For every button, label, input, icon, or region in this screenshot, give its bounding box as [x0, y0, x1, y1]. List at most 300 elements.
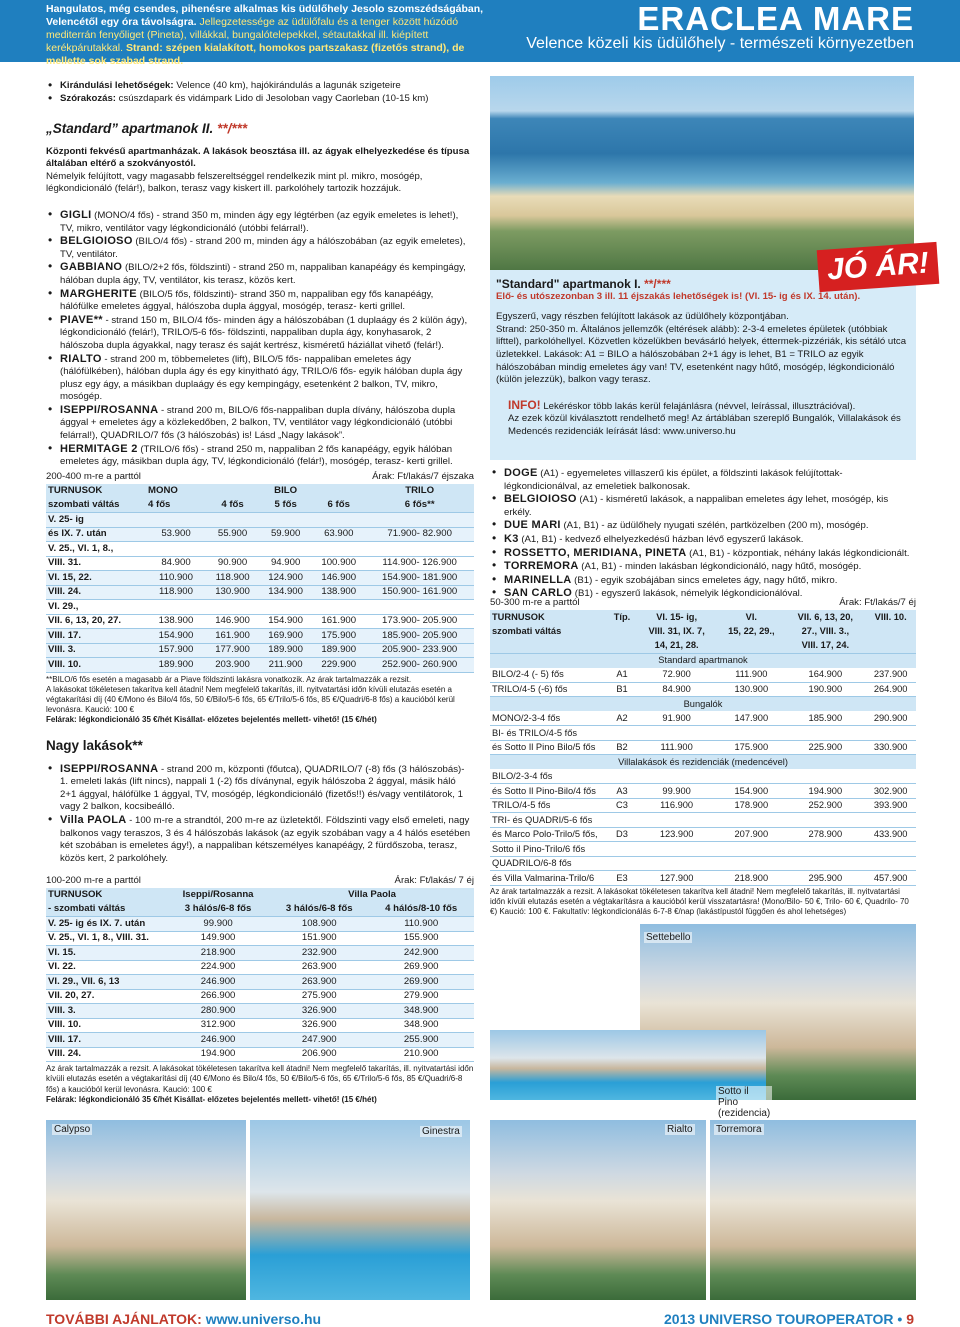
- item-name: SAN CARLO: [504, 587, 573, 600]
- footer-right: [664, 1311, 914, 1327]
- standard1-title-text: "Standard" apartmanok I.: [496, 277, 641, 291]
- table-cell: és Marco Polo-Trilo/5 fős,: [490, 827, 608, 842]
- table-cell: 123.900: [636, 827, 717, 842]
- table1-notes: [46, 675, 474, 726]
- item-name: MARINELLA: [504, 573, 572, 586]
- table-row: [46, 989, 474, 1004]
- table-row: [490, 871, 916, 886]
- table-cell: [608, 726, 636, 741]
- table-row: [490, 740, 916, 755]
- table-cell: 210.900: [368, 1047, 474, 1062]
- item-name: HERMITAGE 2: [60, 442, 138, 455]
- table-row: [490, 682, 916, 697]
- table-cell: [636, 856, 717, 871]
- table-header-cell: VIII. 31, IX. 7,: [636, 624, 717, 639]
- item-name: BELGIOIOSO: [60, 235, 133, 248]
- standard2-stars: **/***: [217, 121, 248, 136]
- table-cell: VIII. 17.: [46, 1033, 166, 1048]
- table-cell: 59.900: [259, 527, 312, 542]
- list-item: [490, 547, 916, 561]
- intro-line-2: Jellegzetessége az üdülőfalu és a tenger között húzódó mediterrán fenyőliget (Pineta), villákkal, bungalótelepekkel, sétautakkal ill. kiépített kerékpárutakkal.: [46, 16, 459, 54]
- table2-notes: [46, 1064, 474, 1105]
- table-cell: 194.900: [785, 784, 865, 799]
- table-header-cell: szombati váltás: [46, 498, 146, 513]
- table-cell: [365, 600, 474, 615]
- table-cell: 190.900: [785, 682, 865, 697]
- table-cell: VI. 29., VII. 6, 13: [46, 975, 166, 990]
- table-header-cell: TURNUSOK: [46, 888, 166, 903]
- table-cell: 242.900: [368, 946, 474, 961]
- table-row: [490, 726, 916, 741]
- table-cell: 138.900: [146, 614, 206, 629]
- table-cell: 225.900: [785, 740, 865, 755]
- standard1-list-section: [490, 467, 916, 601]
- bullet-label: Kirándulási lehetőségek:: [60, 80, 174, 91]
- bullet-entertainment: [46, 93, 474, 106]
- item-name: TORREMORA: [504, 560, 579, 573]
- table-cell: 90.900: [206, 556, 259, 571]
- table-cell: 130.900: [206, 585, 259, 600]
- table-cell: 246.900: [166, 1033, 270, 1048]
- table-cell: 433.900: [865, 827, 916, 842]
- table-cell: VIII. 3.: [46, 643, 146, 658]
- item-name: DUE MARI: [504, 519, 561, 532]
- item-name: BELGIOIOSO: [504, 493, 577, 506]
- table2-caption: [46, 875, 474, 888]
- table-header-cell: 3 hálós/6-8 fős: [270, 902, 368, 917]
- table-cell: [717, 726, 785, 741]
- table-cell: A3: [608, 784, 636, 799]
- table3-note: Az árak tartalmazzák a rezsit. A lakásokat tökéletesen takarítva kell átadni! Nem megfelelő takarítás, ill. nyitvatartási időn kívüli elutazás esetén a végtakarításra a kaucióból kerül visszatartásra! (Mono/Bilo- 50 €, Trilo- 60 €, Quadrilo- 70 €) Kaució: 100 €. Fakultatív: légkondicionálás 6-7-8 €/nap (lakástípustól függően és ahol lehetséges): [490, 886, 909, 916]
- table-cell: BI- és TRILO/4-5 fős: [490, 726, 608, 741]
- table-cell: 229.900: [312, 658, 365, 673]
- item-text: (TRILO/6 fős) - strand 250 m, nappaliban 2 fős kanapéágy, egyik hálóban emeletes ágy, másikban dupla ágy, TV, légkondicionáló (felár!), mosógép, terasz- kerti grillel.: [60, 443, 453, 468]
- table-header-cell: VIII. 10.: [865, 610, 916, 625]
- table-row: [46, 614, 474, 629]
- footer-link[interactable]: www.universo.hu: [205, 1311, 322, 1327]
- info-text-2: Az ezek közül kiválasztott rendelhető meg! Az ártáblában szereplő Bungalók, Villalakások és Medencés rezidenciák leírását lásd: www.universo.hu: [508, 413, 901, 437]
- table-header-cell: [865, 624, 916, 639]
- item-text: (B1) - egyik szobájában sincs emeletes ágy, nagy hűtő, mikro.: [571, 574, 838, 586]
- table-cell: 108.900: [270, 917, 368, 932]
- table-cell: [259, 542, 312, 557]
- table-row: [46, 527, 474, 542]
- list-item: [490, 533, 916, 547]
- standard1-section: [490, 278, 916, 439]
- table-header-cell: 4 fős: [206, 498, 259, 513]
- table-cell: [636, 726, 717, 741]
- table-row: [46, 946, 474, 961]
- table-cell: MONO/2-3-4 fős: [490, 711, 608, 726]
- table-cell: 173.900- 205.900: [365, 614, 474, 629]
- item-text: - strand 200 m, BILO/6 fős-nappaliban dupla dívány, hálószoba dupla ággyal + emeletes ágy a közlekedőben, 2 balkon, TV, ventilátor vagy légkondicionáló (utóbbi felárral!), QUADRILO/7 fős (3 hálószobás) is! Lásd „Nagy lakások”.: [60, 404, 456, 442]
- table-cell: 275.900: [270, 989, 368, 1004]
- table-cell: TRILO/4-5 fős: [490, 798, 608, 813]
- table-cell: 393.900: [865, 798, 916, 813]
- table3-header-row: [490, 624, 916, 639]
- table-header-cell: [608, 639, 636, 654]
- table-cell: 269.900: [368, 975, 474, 990]
- table-cell: 99.900: [166, 917, 270, 932]
- table-cell: [146, 600, 206, 615]
- table-row: [46, 556, 474, 571]
- photo-label: Sotto il Pino (rezidencia): [718, 1086, 771, 1119]
- table-header-cell: Típ.: [608, 610, 636, 625]
- item-name: ISEPPI/ROSANNA: [60, 403, 159, 416]
- table-cell: 118.900: [206, 571, 259, 586]
- list-item: [46, 814, 474, 865]
- table-cell: 154.900: [146, 629, 206, 644]
- item-text: (A1, B1) - központiak, néhány lakás légkondicionált.: [686, 547, 910, 559]
- table-cell: 124.900: [259, 571, 312, 586]
- standard1-offer: Elő- és utószezonban 3 ill. 11 éjszakás lehetőségek is! (VI. 15- ig és IX. 14. után).: [496, 290, 861, 302]
- table-cell: V. 25- ig és IX. 7. után: [46, 917, 166, 932]
- table1-note: **BILO/6 fős esetén a magasabb ár a Piave földszinti lakásra vonatkozik. Az árak tartalmazzák a rezsit.: [46, 674, 412, 684]
- table-cell: VII. 20, 27.: [46, 989, 166, 1004]
- table-cell: B1: [608, 682, 636, 697]
- list-item: [46, 353, 474, 404]
- table1-caption: [46, 471, 474, 484]
- item-text: (BILO/5 fős, földszinti)- strand 350 m, nappaliban egy fős kanapéágy, hálófülke emeletes ággyal, hálószoba dupla ággyal, mosógép, terasz- kerti grillel.: [60, 288, 434, 313]
- table-row: [490, 784, 916, 799]
- table-cell: TRILO/4-5 (-6) fős: [490, 682, 608, 697]
- table-cell: 326.900: [270, 1018, 368, 1033]
- footer-left: [46, 1311, 321, 1327]
- table-cell: [608, 856, 636, 871]
- table-cell: 114.900- 126.900: [365, 556, 474, 571]
- list-item: [490, 493, 916, 519]
- table-cell: 72.900: [636, 668, 717, 683]
- photo-calypso: [46, 1120, 246, 1300]
- table-cell: 206.900: [270, 1047, 368, 1062]
- table-header-cell: - szombati váltás: [46, 902, 166, 917]
- table1-header-row: [46, 484, 474, 499]
- table-row: [490, 856, 916, 871]
- table-cell: [717, 856, 785, 871]
- table-cell: 312.900: [166, 1018, 270, 1033]
- table-cell: 71.900- 82.900: [365, 527, 474, 542]
- big-title: Nagy lakások**: [46, 738, 143, 753]
- table-cell: [206, 600, 259, 615]
- table-cell: 218.900: [717, 871, 785, 886]
- table-cell: 178.900: [717, 798, 785, 813]
- list-item: [490, 574, 916, 588]
- table-header-cell: 6 fős**: [365, 498, 474, 513]
- table-cell: 111.900: [636, 740, 717, 755]
- list-item: [46, 763, 474, 814]
- table-cell: 146.900: [312, 571, 365, 586]
- table-row: [46, 917, 474, 932]
- big-list: [46, 763, 474, 866]
- table-section-row: [490, 755, 916, 770]
- table-row: [46, 658, 474, 673]
- table-row: [46, 542, 474, 557]
- table-header-cell: 14, 21, 28.: [636, 639, 717, 654]
- table-cell: QUADRILO/6-8 fős: [490, 856, 608, 871]
- item-name: GIGLI: [60, 208, 92, 221]
- table-cell: VI. 22.: [46, 960, 166, 975]
- photo-rialto: [490, 1120, 706, 1300]
- table-cell: 224.900: [166, 960, 270, 975]
- table-cell: 189.900: [259, 643, 312, 658]
- table-row: [490, 798, 916, 813]
- table-cell: 264.900: [865, 682, 916, 697]
- table-cell: [608, 813, 636, 828]
- table-cell: 266.900: [166, 989, 270, 1004]
- table-cell: 247.900: [270, 1033, 368, 1048]
- table-cell: A1: [608, 668, 636, 683]
- table-cell: BILO/2-3-4 fős: [490, 769, 608, 784]
- table-section-row: [490, 697, 916, 712]
- item-text: - strand 200 m, központi (főutca), QUADRILO/7 (-8) fős (3 hálószobás)- 1. emeleti lakás (lift nincs), nappali 1 (-2) fős díványnal, egyik hálószoba 2 ággyal, másik háló 2+1 ággyal, hálófülke 1 ággyal, TV, mosógép, légkondicionáló (fizetős!!) és/vagy ventilátorok, 1 vagy 2 balkon, kocsibeálló.: [60, 763, 465, 813]
- table-cell: 302.900: [865, 784, 916, 799]
- table-cell: 278.900: [785, 827, 865, 842]
- table-cell: [865, 813, 916, 828]
- table-header-cell: Villa Paola: [270, 888, 474, 903]
- table-cell: [146, 542, 206, 557]
- table-cell: VII. 6, 13, 20, 27.: [46, 614, 146, 629]
- table-cell: 175.900: [312, 629, 365, 644]
- table-cell: [312, 513, 365, 528]
- big-apartments-section: [46, 740, 474, 865]
- table-cell: 99.900: [636, 784, 717, 799]
- table-cell: 189.900: [312, 643, 365, 658]
- table-cell: 295.900: [785, 871, 865, 886]
- table-cell: V. 25., VI. 1, 8.,: [46, 542, 146, 557]
- table-cell: 457.900: [865, 871, 916, 886]
- table-cell: 263.900: [270, 975, 368, 990]
- item-name: MARGHERITE: [60, 287, 137, 300]
- table-cell: 252.900: [785, 798, 865, 813]
- item-name: ROSSETTO, MERIDIANA, PINETA: [504, 546, 687, 559]
- table-cell: 326.900: [270, 1004, 368, 1019]
- item-name: PIAVE**: [60, 313, 103, 326]
- table-cell: 147.900: [717, 711, 785, 726]
- bullet-label: Szórakozás:: [60, 92, 116, 104]
- table-cell: 150.900- 161.900: [365, 585, 474, 600]
- table1: [46, 484, 474, 673]
- table-header-cell: VI. 15- ig,: [636, 610, 717, 625]
- table-row: [490, 827, 916, 842]
- table-cell: VI. 15.: [46, 946, 166, 961]
- table-cell: [865, 856, 916, 871]
- table-cell: 185.900- 205.900: [365, 629, 474, 644]
- footer-brand: 2013 UNIVERSO TOUROPERATOR •: [664, 1311, 903, 1327]
- table-cell: [636, 842, 717, 857]
- table-cell: 280.900: [166, 1004, 270, 1019]
- table-cell: B2: [608, 740, 636, 755]
- intro-bullets: [46, 80, 474, 105]
- list-item: [46, 288, 474, 314]
- table-cell: 175.900: [717, 740, 785, 755]
- table-cell: VI. 15, 22.: [46, 571, 146, 586]
- table-cell: VIII. 24.: [46, 1047, 166, 1062]
- table-header-cell: 15, 22, 29.,: [717, 624, 785, 639]
- table-cell: [785, 842, 865, 857]
- standard2-title: [46, 123, 474, 136]
- photo-label: Rialto: [667, 1124, 693, 1135]
- table3-caption: [490, 597, 916, 610]
- table-row: [46, 1033, 474, 1048]
- table-cell: 203.900: [206, 658, 259, 673]
- photo-label: Ginestra: [422, 1126, 460, 1137]
- item-text: (BILO/4 fős) - strand 200 m, minden ágy a hálószobában (az egyik emeletes), TV, ventilátor.: [60, 236, 466, 260]
- standard1-stars: **/***: [644, 277, 671, 291]
- table-row: [46, 600, 474, 615]
- table-cell: 252.900- 260.900: [365, 658, 474, 673]
- table-cell: 207.900: [717, 827, 785, 842]
- table-cell: 149.900: [166, 931, 270, 946]
- list-item: [46, 209, 474, 235]
- table-cell: [785, 769, 865, 784]
- table-header-cell: VI.: [717, 610, 785, 625]
- table2-price-unit: Árak: Ft/lakás/ 7 éj: [394, 875, 474, 886]
- table-cell: 232.900: [270, 946, 368, 961]
- item-text: (A1, B1) - kedvező elhelyezkedésű házban lévő egyszerű lakások.: [518, 533, 804, 545]
- table3-header-row: [490, 639, 916, 654]
- table-cell: [312, 600, 365, 615]
- table-cell: 118.900: [146, 585, 206, 600]
- table-cell: 205.900- 233.900: [365, 643, 474, 658]
- table-cell: 211.900: [259, 658, 312, 673]
- item-text: (MONO/4 fős) - strand 350 m, minden ágy egy légtérben (az egyik emeletes is lehet!), TV, mikro, ventilátor vagy légkondicionáló (utóbbi felárral!).: [60, 209, 459, 234]
- table-cell: A2: [608, 711, 636, 726]
- table-cell: 348.900: [368, 1004, 474, 1019]
- table-cell: 53.900: [146, 527, 206, 542]
- table2: [46, 888, 474, 1063]
- table-cell: 151.900: [270, 931, 368, 946]
- list-item: [490, 519, 916, 533]
- price-table-standard1: [490, 597, 916, 917]
- table-cell: [717, 813, 785, 828]
- photo-label: Torremora: [716, 1124, 762, 1135]
- table-cell: 194.900: [166, 1047, 270, 1062]
- standard1-title: [496, 278, 910, 291]
- item-text: - strand 150 m, BILO/4 fős- minden ágy a hálószobában (1 duplaágy és 2 külön ágy), légkondicionáló (felár!), TRILO/5-6 fős- földszinti, nappaliban dupla ágy, konyhasarok, 2 hálószoba dupla ágyakkal, nagy terasz és saját kertrész, kisméretű háziállat vihető (felár!).: [60, 314, 468, 351]
- item-text: (A1, B1) - minden lakásban légkondicionáló, nagy hűtő, mosógép.: [578, 561, 862, 573]
- table-cell: 161.900: [206, 629, 259, 644]
- item-text: (BILO/2+2 fős, földszinti) - strand 250 m, nappaliban kanapéágy és kempingágy, hálóban dupla ágy, TV, ventilátor, kis terasz, közös kert.: [60, 262, 466, 286]
- list-item: [46, 314, 474, 353]
- table-cell: [785, 813, 865, 828]
- table2-note: Az árak tartalmazzák a rezsit. A lakásokat tökéletesen takarítva kell átadni! Nem megfelelő takarítás, ill. nyitvatartási időn kívüli elutazás esetén a végtakarítási díj (40 €/Mono és Bilo/4 fős, 50 €/Bilo/5-6 fős, 65 €/Trilo/5-6 fős, 85 €/Quadri/6-8 fős) a kaucióból kerül levonásra. Kaució: 100 €: [46, 1064, 474, 1094]
- table1-note: Felárak: légkondicionáló 35 €/hét Kisállat- előzetes bejelentés mellett- vihető! (15 €/hét): [46, 715, 377, 725]
- item-name: K3: [504, 532, 519, 545]
- table-section-title: Villalakások és rezidenciák (medencével): [490, 755, 916, 770]
- table-row: [490, 668, 916, 683]
- table-cell: 155.900: [368, 931, 474, 946]
- table-cell: [785, 726, 865, 741]
- table-cell: [608, 842, 636, 857]
- table-cell: és Villa Valmarina-Trilo/6: [490, 871, 608, 886]
- table-row: [46, 1018, 474, 1033]
- table3: [490, 610, 916, 886]
- list-item: [46, 443, 474, 469]
- table-cell: és IX. 7. után: [46, 527, 146, 542]
- table-row: [46, 643, 474, 658]
- table-row: [46, 585, 474, 600]
- table-cell: VIII. 10.: [46, 1018, 166, 1033]
- table-cell: 161.900: [312, 614, 365, 629]
- photo-sotto-il-pino: [490, 1030, 771, 1119]
- table-cell: 348.900: [368, 1018, 474, 1033]
- standard2-section: [46, 123, 474, 469]
- table-cell: [865, 769, 916, 784]
- table-cell: 116.900: [636, 798, 717, 813]
- table-header-cell: 4 hálós/8-10 fős: [368, 902, 474, 917]
- table-header-cell: TURNUSOK: [46, 484, 146, 499]
- item-text: (A1) - kisméretű lakások, a nappaliban emeletes ágy lehet, mosógép, kis erkély.: [504, 494, 889, 518]
- table-cell: és Sotto Il Pino-Bilo/4 fős: [490, 784, 608, 799]
- item-text: - strand 200 m, többemeletes (lift), BILO/5 fős- nappaliban emeletes ágy (hálófülkében), hálóban dupla ágy és egy kinyitható ágy, TRILO/6 fős- egyik hálóban dupla ágy plusz egy ágy, a másikban duplaágy és egy kempingágy, esetenként 2 balkon, TV, mikro, mosógép.: [60, 353, 463, 403]
- table-cell: [636, 813, 717, 828]
- table-cell: 154.900: [259, 614, 312, 629]
- table-cell: D3: [608, 827, 636, 842]
- table-row: [490, 711, 916, 726]
- table-cell: 263.900: [270, 960, 368, 975]
- table-row: [490, 769, 916, 784]
- table-cell: [717, 769, 785, 784]
- intro-line-1: Hangulatos, még csendes, pihenésre alkalmas kis üdülőhely Jesolo szomszédságában, Velencétől egy óra távolságra.: [46, 3, 484, 28]
- table-cell: 55.900: [206, 527, 259, 542]
- price-table-big: [46, 875, 474, 1105]
- list-item: [490, 560, 916, 574]
- table-cell: 330.900: [865, 740, 916, 755]
- bullet-text: Velence (40 km), hajókirándulás a lagunák szigeteire: [173, 80, 401, 91]
- table1-distance: 200-400 m-re a parttól: [46, 471, 141, 482]
- table-cell: 63.900: [312, 527, 365, 542]
- page-subtitle: Velence közeli kis üdülőhely - természeti környezetben: [526, 35, 914, 52]
- page-header: [0, 0, 960, 67]
- table-cell: 157.900: [146, 643, 206, 658]
- table-cell: [365, 513, 474, 528]
- table-cell: 110.900: [146, 571, 206, 586]
- standard2-list: [46, 209, 474, 469]
- table-cell: 134.900: [259, 585, 312, 600]
- bullet-excursions: [46, 80, 474, 93]
- table-cell: Sotto il Pino-Trilo/6 fős: [490, 842, 608, 857]
- item-name: RIALTO: [60, 352, 102, 365]
- item-text: (A1) - egyemeletes villaszerű kis épület, a földszinti lakások felújítottak-légkondicionálval, az emeletiek balkonosak.: [504, 468, 843, 492]
- table-header-cell: 27., VIII. 3.,: [785, 624, 865, 639]
- table-cell: 290.900: [865, 711, 916, 726]
- table-header-cell: [865, 639, 916, 654]
- intro-line-3: Strand: szépen kialakított, homokos partszakasz (fizetős strand), de mellette sok szabad strand.: [46, 42, 465, 67]
- list-item: [46, 404, 474, 443]
- table-cell: VIII. 24.: [46, 585, 146, 600]
- table-row: [46, 629, 474, 644]
- bullet-text: csúszdapark és vidámpark Lido di Jesoloban vagy Caorleban (10-15 km): [115, 92, 429, 104]
- table-row: [46, 975, 474, 990]
- table-cell: 130.900: [717, 682, 785, 697]
- table-cell: és Sotto Il Pino Bilo/5 fős: [490, 740, 608, 755]
- table-header-cell: [717, 639, 785, 654]
- table-cell: VIII. 10.: [46, 658, 146, 673]
- table-cell: TRI- és QUADRI/5-6 fős: [490, 813, 608, 828]
- table-header-cell: MONO: [146, 484, 206, 499]
- table-cell: [717, 842, 785, 857]
- footer-label: TOVÁBBI AJÁNLATOK:: [46, 1311, 202, 1327]
- header-intro: [46, 3, 486, 68]
- table-row: [490, 813, 916, 828]
- table-cell: [865, 726, 916, 741]
- table-cell: E3: [608, 871, 636, 886]
- table-cell: V. 25- ig: [46, 513, 146, 528]
- table-cell: 84.900: [146, 556, 206, 571]
- table-cell: [365, 542, 474, 557]
- photo-label: Calypso: [54, 1124, 91, 1135]
- table-cell: BILO/2-4 (- 5) fős: [490, 668, 608, 683]
